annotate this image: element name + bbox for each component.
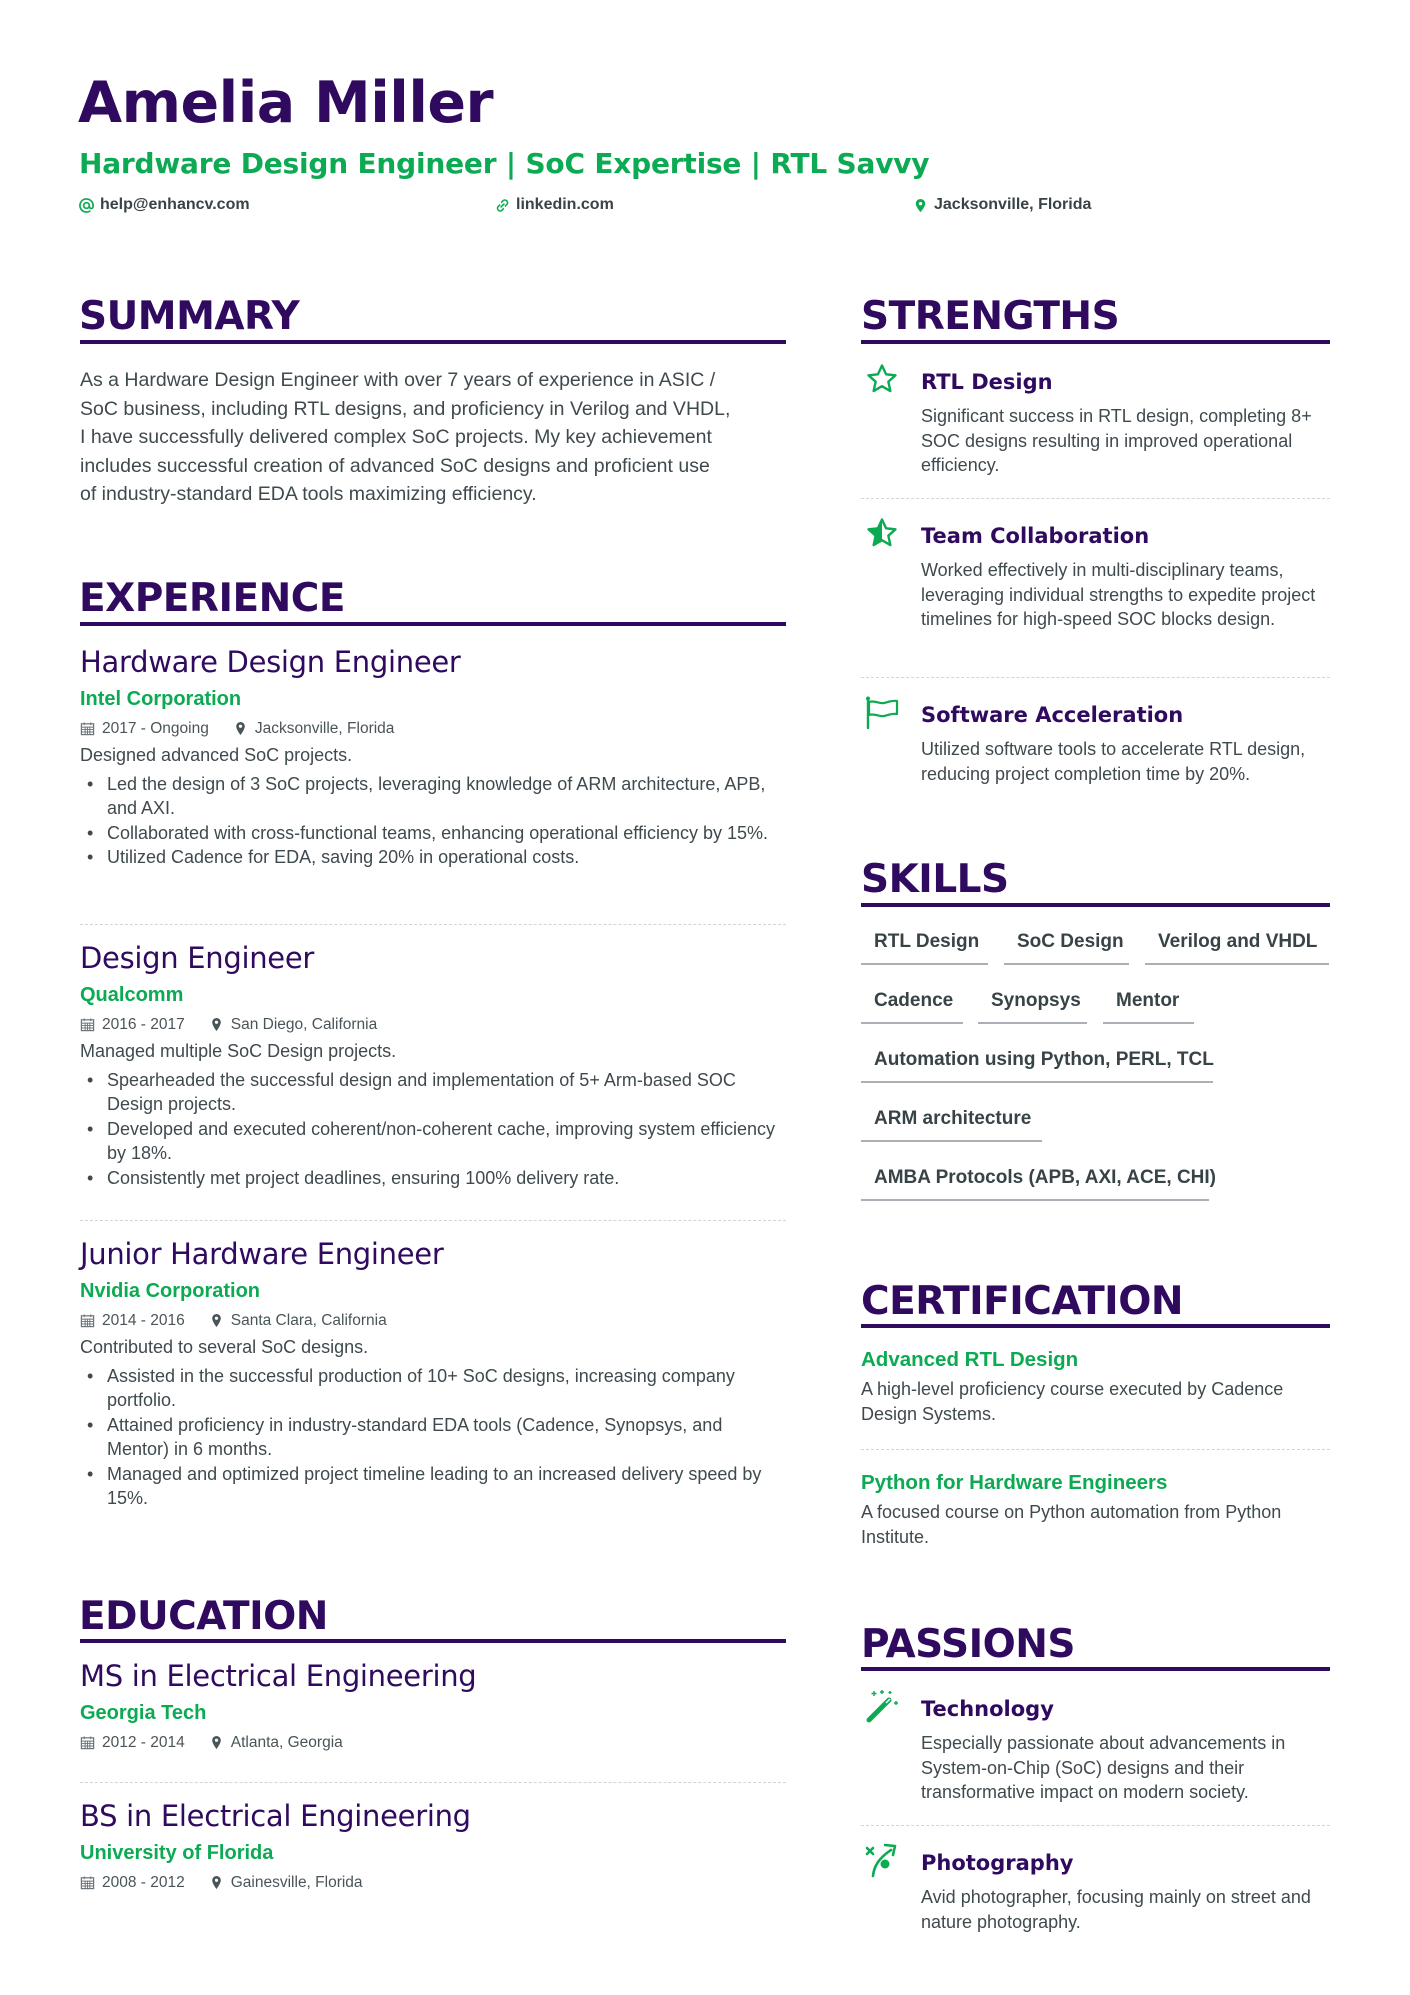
contact-location-text: Jacksonville, Florida (934, 196, 1092, 213)
strength-title: Team Collaboration (921, 524, 1150, 548)
location-pin-icon (233, 721, 248, 736)
link-icon (495, 198, 510, 213)
strength-description: Worked effectively in multi-disciplinary teams, leveraging individual strengths to expedite project timelines for high-speed SOC blocks design. (921, 560, 1316, 629)
contact-linkedin-text: linkedin.com (516, 196, 614, 213)
at-icon (79, 198, 94, 213)
skill-tag: Mentor (1103, 988, 1194, 1024)
education-meta (80, 1735, 786, 1751)
skill-tag: Verilog and VHDL (1145, 929, 1329, 965)
job-bullet: • Utilized Cadence for EDA, saving 20% in operational costs. (80, 845, 786, 870)
skill-tag: AMBA Protocols (APB, AXI, ACE, CHI) (861, 1165, 1209, 1201)
passion-title: Technology (921, 1697, 1054, 1721)
job-bullet: • Attained proficiency in industry-standard EDA tools (Cadence, Synopsys, and Mentor) in 6 months. (80, 1413, 786, 1462)
school-name: University of Florida (80, 1842, 274, 1864)
strategy-arrow-icon (865, 1842, 899, 1883)
experience-rule (80, 622, 786, 626)
candidate-headline: Hardware Design Engineer | SoC Expertise | RTL Savvy (79, 147, 930, 180)
strength-description: Utilized software tools to accelerate RTL design, reducing project completion time by 20%. (921, 739, 1306, 784)
company-name: Nvidia Corporation (80, 1280, 261, 1302)
passions-rule (861, 1667, 1330, 1671)
education-heading: EDUCATION (79, 1594, 328, 1639)
job-bullet: • Developed and executed coherent/non-coherent cache, improving system efficiency by 18%. (80, 1117, 786, 1166)
experience-entry (80, 645, 786, 870)
job-meta (80, 1313, 786, 1329)
job-meta (80, 1017, 786, 1033)
summary-line: includes successful creation of advanced SoC designs and proficient use (80, 454, 710, 477)
summary-line: SoC business, including RTL designs, and proficiency in Verilog and VHDL, (80, 397, 731, 420)
star-half-icon (865, 516, 899, 555)
divider (861, 1449, 1330, 1450)
summary-line: of industry-standard EDA tools maximizing efficiency. (80, 483, 537, 505)
calendar-icon (80, 1017, 95, 1032)
experience-entry (80, 941, 786, 1190)
magic-wand-icon (865, 1688, 899, 1729)
summary-text (80, 366, 786, 509)
job-description: Contributed to several SoC designs. (80, 1336, 369, 1357)
skills-rule (861, 903, 1330, 907)
divider (80, 1782, 786, 1783)
skill-tag: ARM architecture (861, 1106, 1042, 1142)
divider (861, 498, 1330, 499)
job-bullets (80, 1068, 786, 1191)
passions-heading: PASSIONS (861, 1622, 1076, 1667)
job-bullet: • Consistently met project deadlines, ensuring 100% delivery rate. (80, 1166, 786, 1191)
education-entry (80, 1799, 786, 1891)
job-title: Junior Hardware Engineer (80, 1237, 444, 1271)
job-location: Jacksonville, Florida (254, 720, 395, 737)
experience-entry (80, 1237, 786, 1511)
degree: MS in Electrical Engineering (80, 1659, 477, 1693)
job-bullet: • Managed and optimized project timeline leading to an increased delivery speed by 15%. (80, 1462, 786, 1511)
strength-title: Software Acceleration (921, 703, 1184, 727)
job-bullet: • Spearheaded the successful design and implementation of 5+ Arm-based SOC Design projects. (80, 1068, 786, 1117)
flag-icon (865, 696, 901, 735)
contact-location (913, 196, 1091, 214)
divider (861, 1825, 1330, 1826)
divider (861, 677, 1330, 678)
strengths-heading: STRENGTHS (861, 294, 1120, 339)
school-name: Georgia Tech (80, 1702, 207, 1724)
calendar-icon (80, 1875, 95, 1890)
strength-description: Significant success in RTL design, completing 8+ SOC designs resulting in improved operational efficiency. (921, 406, 1312, 475)
strengths-rule (861, 340, 1330, 344)
education-entry (80, 1659, 786, 1751)
location-pin-icon (913, 198, 928, 213)
divider (80, 1220, 786, 1221)
certification-description: A high-level proficiency course executed by Cadence Design Systems. (861, 1379, 1284, 1424)
job-dates: 2016 - 2017 (102, 1016, 185, 1033)
job-description: Managed multiple SoC Design projects. (80, 1040, 397, 1061)
summary-heading: SUMMARY (79, 294, 300, 339)
strength-title: RTL Design (921, 370, 1053, 394)
skill-tag: Cadence (861, 988, 963, 1024)
summary-rule (80, 340, 786, 344)
passion-description: Avid photographer, focusing mainly on street and nature photography. (921, 1887, 1311, 1932)
divider (80, 924, 786, 925)
certification-description: A focused course on Python automation from Python Institute. (861, 1502, 1282, 1547)
contact-linkedin[interactable] (495, 196, 614, 214)
job-title: Design Engineer (80, 941, 314, 975)
certification-rule (861, 1324, 1330, 1328)
company-name: Intel Corporation (80, 688, 242, 710)
job-bullet: • Collaborated with cross-functional teams, enhancing operational efficiency by 15%. (80, 821, 786, 846)
education-location: Atlanta, Georgia (230, 1734, 343, 1751)
summary-line: As a Hardware Design Engineer with over 7 years of experience in ASIC / (80, 369, 716, 391)
passion-description: Especially passionate about advancements in System-on-Chip (SoC) designs and their transformative impact on modern society. (921, 1733, 1286, 1802)
candidate-name: Amelia Miller (78, 70, 494, 136)
star-outline-icon (865, 362, 899, 401)
skill-tag: Synopsys (978, 988, 1087, 1024)
contact-email[interactable] (79, 196, 250, 214)
experience-heading: EXPERIENCE (79, 576, 346, 621)
passion-title: Photography (921, 1851, 1074, 1875)
job-bullet: • Led the design of 3 SoC projects, leveraging knowledge of ARM architecture, APB, and AXI. (80, 772, 786, 821)
job-bullet: • Assisted in the successful production of 10+ SoC designs, increasing company portfolio. (80, 1364, 786, 1413)
job-bullets (80, 772, 786, 870)
education-dates: 2012 - 2014 (102, 1734, 185, 1751)
job-meta (80, 721, 786, 737)
job-title: Hardware Design Engineer (80, 645, 461, 679)
certification-title: Advanced RTL Design (861, 1348, 1079, 1371)
skill-tag: Automation using Python, PERL, TCL (861, 1047, 1213, 1083)
education-meta (80, 1875, 786, 1891)
education-dates: 2008 - 2012 (102, 1874, 185, 1891)
summary-line: I have successfully delivered complex SoC projects. My key achievement (80, 426, 712, 448)
degree: BS in Electrical Engineering (80, 1799, 471, 1833)
certification-title: Python for Hardware Engineers (861, 1471, 1168, 1494)
skill-tag: RTL Design (861, 929, 988, 965)
contact-email-text: help@enhancv.com (100, 196, 250, 213)
skill-tag: SoC Design (1004, 929, 1129, 965)
job-dates: 2017 - Ongoing (102, 720, 209, 737)
location-pin-icon (209, 1735, 224, 1750)
location-pin-icon (209, 1313, 224, 1328)
calendar-icon (80, 1735, 95, 1750)
job-location: Santa Clara, California (230, 1312, 387, 1329)
job-bullets (80, 1364, 786, 1511)
education-rule (80, 1639, 786, 1643)
job-description: Designed advanced SoC projects. (80, 744, 353, 765)
job-location: San Diego, California (230, 1016, 378, 1033)
calendar-icon (80, 1313, 95, 1328)
company-name: Qualcomm (80, 984, 184, 1006)
calendar-icon (80, 721, 95, 736)
education-location: Gainesville, Florida (230, 1874, 363, 1891)
location-pin-icon (209, 1875, 224, 1890)
job-dates: 2014 - 2016 (102, 1312, 185, 1329)
location-pin-icon (209, 1017, 224, 1032)
skills-heading: SKILLS (861, 857, 1009, 902)
certification-heading: CERTIFICATION (861, 1279, 1183, 1324)
